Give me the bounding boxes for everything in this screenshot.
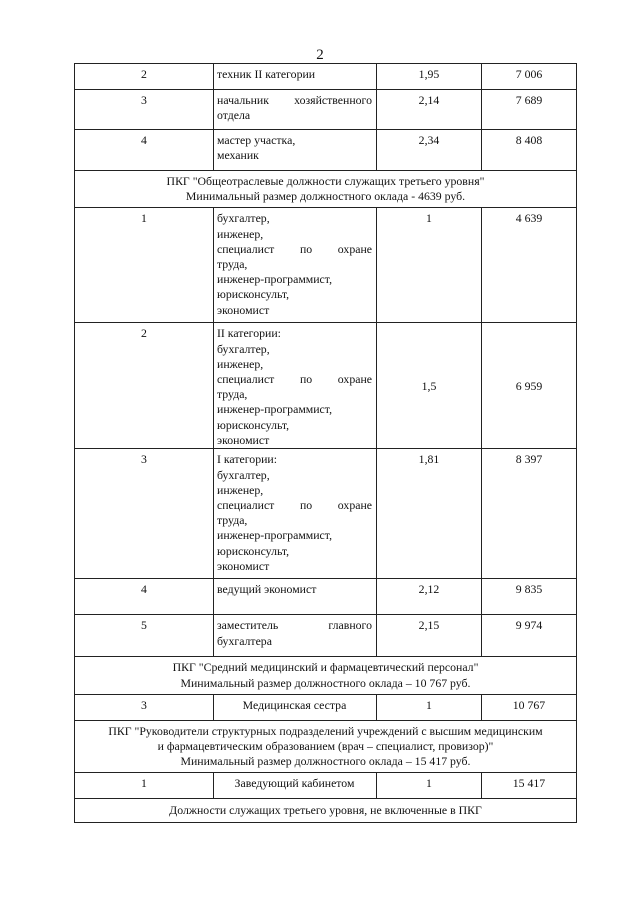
group-header <box>75 720 577 773</box>
position-name: Медицинская сестра <box>214 694 377 720</box>
position-line: экономист <box>217 558 270 573</box>
position-line: труда, <box>217 513 248 528</box>
table-row <box>75 773 577 799</box>
group-title: и фармацевтическим образованием (врач – специалист, провизор)" <box>157 739 494 754</box>
position-line: экономист <box>217 432 270 447</box>
position-name <box>214 90 377 130</box>
position-line: бухгалтер, <box>217 467 270 482</box>
row-number: 5 <box>75 615 214 657</box>
row-number: 2 <box>75 64 214 90</box>
group-minimum: Минимальный размер должностного оклада – 10 767 руб. <box>180 675 471 690</box>
row-number: 2 <box>75 323 214 449</box>
row-number: 1 <box>75 208 214 323</box>
position-line: труда, <box>217 387 248 402</box>
position-line: инженер, <box>217 226 264 241</box>
salary: 9 835 <box>482 579 577 615</box>
group-header-row <box>75 720 577 773</box>
page-number: 2 <box>316 47 324 63</box>
position-line: II категории: <box>217 326 281 341</box>
row-number: 4 <box>75 130 214 171</box>
position-name <box>214 615 377 657</box>
position-line: инженер-программист, <box>217 272 333 287</box>
position-line: юрисконсульт, <box>217 287 290 302</box>
group-header <box>75 657 577 694</box>
salary-table <box>74 63 577 823</box>
group-title: ПКГ "Руководители структурных подразделений учреждений с высшим медицинским <box>108 723 543 738</box>
position-name: Заведующий кабинетом <box>214 773 377 799</box>
row-number: 4 <box>75 579 214 615</box>
position-line: экономист <box>217 302 270 317</box>
salary: 7 006 <box>482 64 577 90</box>
position-name <box>214 130 377 171</box>
coefficient: 1 <box>377 208 482 323</box>
salary: 8 397 <box>482 449 577 579</box>
coefficient: 1,81 <box>377 449 482 579</box>
row-number: 3 <box>75 449 214 579</box>
coefficient: 1 <box>377 773 482 799</box>
group-header-row <box>75 799 577 823</box>
coefficient: 1,5 <box>377 323 482 449</box>
position-line: инженер, <box>217 356 264 371</box>
salary: 8 408 <box>482 130 577 171</box>
table-row <box>75 449 577 579</box>
row-number: 1 <box>75 773 214 799</box>
salary: 10 767 <box>482 694 577 720</box>
table-row <box>75 615 577 657</box>
salary: 9 974 <box>482 615 577 657</box>
position-line: труда, <box>217 257 248 272</box>
salary: 7 689 <box>482 90 577 130</box>
table-row <box>75 694 577 720</box>
table-row <box>75 208 577 323</box>
position-line: бухгалтер, <box>217 211 270 226</box>
table-row <box>75 323 577 449</box>
table-row <box>75 64 577 90</box>
position-line: специалист по охране <box>217 498 372 513</box>
group-header: Должности служащих третьего уровня, не включенные в ПКГ <box>75 799 577 823</box>
row-number: 3 <box>75 90 214 130</box>
position-line: инженер, <box>217 482 264 497</box>
position-name <box>214 323 377 449</box>
group-minimum: Минимальный размер должностного оклада – 15 417 руб. <box>180 754 471 769</box>
position-line: механик <box>217 148 259 163</box>
position-name: техник II категории <box>214 64 377 90</box>
group-header-row <box>75 657 577 694</box>
coefficient: 2,14 <box>377 90 482 130</box>
position-line: инженер-программист, <box>217 528 333 543</box>
position-line: мастер участка, <box>217 133 296 147</box>
position-line: начальник хозяйственного <box>217 93 372 107</box>
coefficient: 2,12 <box>377 579 482 615</box>
position-line: специалист по охране <box>217 241 372 256</box>
coefficient: 1 <box>377 694 482 720</box>
position-line: бухгалтера <box>217 633 272 648</box>
position-line: I категории: <box>217 452 277 467</box>
group-title: ПКГ "Средний медицинский и фармацевтический персонал" <box>172 660 479 675</box>
position-name: ведущий экономист <box>214 579 377 615</box>
position-line: отдела <box>217 108 251 123</box>
group-title: ПКГ "Общеотраслевые должности служащих третьего уровня" <box>166 174 485 188</box>
position-line: инженер-программист, <box>217 402 333 417</box>
position-line: юрисконсульт, <box>217 543 290 558</box>
position-line: бухгалтер, <box>217 341 270 356</box>
coefficient: 1,95 <box>377 64 482 90</box>
group-minimum: Минимальный размер должностного оклада - 4639 руб. <box>185 189 466 204</box>
table-row <box>75 130 577 171</box>
salary: 6 959 <box>482 323 577 449</box>
position-name <box>214 449 377 579</box>
table-row <box>75 90 577 130</box>
coefficient: 2,34 <box>377 130 482 171</box>
position-name <box>214 208 377 323</box>
row-number: 3 <box>75 694 214 720</box>
position-line: заместитель главного <box>217 618 372 633</box>
salary: 15 417 <box>482 773 577 799</box>
group-header <box>75 171 577 208</box>
table-row <box>75 579 577 615</box>
salary: 4 639 <box>482 208 577 323</box>
group-header-row <box>75 171 577 208</box>
position-line: специалист по охране <box>217 372 372 387</box>
position-line: юрисконсульт, <box>217 417 290 432</box>
coefficient: 2,15 <box>377 615 482 657</box>
